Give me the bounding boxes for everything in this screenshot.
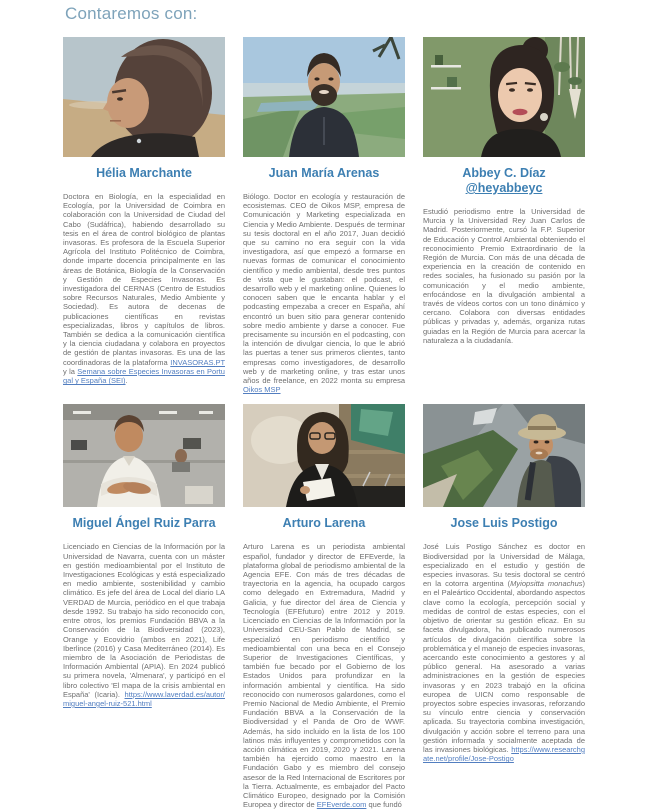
profile-card-helia-marchante (63, 37, 225, 394)
text-run: José Luis Postigo Sánchez es doctor en Biodiversidad por la Universidad de Málaga, especializado en el estudio y gestión de especies invasoras. Su tesis doctoral se centró en la cotorra argentina ( (423, 542, 585, 589)
newsroom-portrait-illustration (63, 404, 225, 507)
profile-name (63, 516, 225, 531)
text-link[interactable]: Oikos MSP (243, 385, 281, 395)
text-link[interactable]: INVASORAS.PT (170, 357, 225, 367)
text-link[interactable]: EFEverde.com (316, 800, 367, 809)
profile-name (423, 516, 585, 531)
text-link[interactable]: Semana sobre Especies Invasoras en Portugal y España (SEI) (63, 366, 225, 386)
text-run: Arturo Larena (282, 516, 366, 531)
profile-bio (63, 542, 225, 708)
text-link[interactable]: https://www.researchgate.net/profile/Jose-Postigo (423, 744, 585, 764)
profile-name (243, 166, 405, 181)
profile-name (423, 166, 585, 196)
profile-name (63, 166, 225, 181)
text-run: Licenciado en Ciencias de la Información por la Universidad de Navarra, cuenta con un máster en gestión medioambiental por el Instituto de Investigaciones Ecológicas y está especializado en medio ambiente, sostenibilidad y cambio climático. Es jefe del área de Local del diario LA VERDAD de Murcia, periódico en el que trabaja desde 1992. Su trabajo ha sido reconocido con, entre otros, los premios Fundación BBVA a la Conservación de la Biodiversidad (2023), Orange y Ecovidrio (ambos en 2021), Life Iberlince (2016) y Casa Mediterráneo (2014). Es miembro de la Asociación de Periodistas de Información Ambiental (APIA). En 2024 publicó su primera novela, 'Almenara', y participó en el libro colectivo 'El mapa de la crisis ambiental en España' (Icaria). (63, 542, 225, 699)
text-run: que fundó (366, 800, 402, 809)
abbey-c-diaz-photo (423, 37, 585, 157)
text-run: Jose Luis Postigo (450, 516, 558, 531)
mountain-valley-portrait-illustration (243, 37, 405, 157)
text-run: Abbey C. Díaz (462, 166, 546, 180)
profile-bio (423, 207, 585, 345)
helia-marchante-photo (63, 37, 225, 157)
profiles-grid (63, 37, 585, 809)
text-run: ) en el Paleártico Occidental, abordando aspectos clave como la ecología, percepción social y medidas de control de estas especies, con el objetivo de orientar su gestión eficaz. En su faceta divulgadora, ha publicado numerosos artículos de divulgación científica sobre la problemática y el manejo de especies invasoras, acercando este conocimiento a gestores y al público general. Ha asesorado a varias administraciones en la gestión de especies invasoras y en 2023 trabajó en la oficina europea de UICN como responsable de proyectos sobre especies invasoras, reforzando su vínculo entre ciencia y conservación aplicada. Su trayectoria combina investigación, divulgación y acción sobre el terreno para una gestión informada y socialmente aceptada de las invasiones biológicas. (423, 579, 585, 754)
miguel-angel-ruiz-parra-photo (63, 404, 225, 507)
arturo-larena-photo (243, 404, 405, 507)
profile-card-jose-luis-postigo (423, 404, 585, 809)
conference-portrait-illustration (243, 404, 405, 507)
profile-card-abbey-c-diaz (423, 37, 585, 394)
text-run: Arturo Larena es un periodista ambiental español, fundador y director de EFEverde, la plataforma global de periodismo ambiental de la Agencia EFE. Con más de tres décadas de trayectoria en la agencia, ha ocupado cargos como delegado en Extremadura, Madrid y Galicia, y fue director del área de Ciencia y Tecnología (EFEfuturo) entre 2012 y 2019. Licenciado en Ciencias de la Información por la Universidad CEU-San Pablo de Madrid, se especializó en periodismo científico y medioambiental con una beca en el Consejo Superior de Investigaciones Científicas, y también fue becado por el Gobierno de los Estados Unidos para profundizar en la información ambiental y científica. Ha sido reconocido con numerosos galardones, como el Premio Nacional de Medio Ambiente, el Premio Fundación BBVA a la Conservación de la Biodiversidad y el Panda de Oro de WWF. Además, ha sido incluido en la lista de los 100 latinos más influyentes y comprometidos con la acción climática en 2019, 2020 y 2021. Larena también ha ejercido como maestro en la Fundación Gabo y es miembro del consejo asesor de la Red Internacional de Escritores por la Tierra. Actualmente, es embajador del Pacto Climático Europeo, designado por la Comisión Europea y director de (243, 542, 405, 809)
text-run: y la (63, 366, 78, 376)
hiking-portrait-illustration (423, 404, 585, 507)
juan-maria-arenas-photo (243, 37, 405, 157)
text-run: Biólogo. Doctor en ecología y restauración de ecosistemas. CEO de Oikos MSP, empresa de Comunicación y Marketing especializada en Ciencia y Medio Ambiente. Después de terminar su tesis doctoral en el año 2017, Juan decidió que su camino no era seguir con la vida investigadora, así que empezó a formarse en nuevas formas de comunicar el conocimiento científico y medio ambiental, desde tres puntos de vista que le gustaban: el podcast, el desarrollo web y el marketing online. Quienes lo conocen saben que le encanta hablar y el podcasting empezaba a crecer en España, ahí encontró un buen sitio para generar contenido sobre medio ambiente y darse a conocer. Fue precisamente su incursión en el podcasting, con la intención de divulgar ciencia, lo que le abrió las puertas a tener sus primeros clientes, tanto empresas como investigadores, de desarrollo web y de marketing online, y tras estar unos años de freelance, en 2022 monta su empresa (243, 192, 405, 386)
beach-portrait-illustration (63, 37, 225, 157)
profile-bio (243, 192, 405, 394)
profile-name (243, 516, 405, 531)
text-run: Miguel Ángel Ruiz Parra (72, 516, 216, 531)
profile-card-miguel-angel-ruiz-parra (63, 404, 225, 809)
text-run: Myiopsitta monachus (510, 579, 583, 589)
profile-card-arturo-larena (243, 404, 405, 809)
text-run: Juan María Arenas (268, 166, 380, 180)
page-title: Contaremos con: (65, 4, 198, 23)
text-link[interactable]: @heyabbeyc (465, 181, 543, 195)
profile-bio (423, 542, 585, 763)
profile-card-juan-maria-arenas (243, 37, 405, 394)
profile-bio (63, 192, 225, 385)
profile-bio (243, 542, 405, 809)
text-run: Hélia Marchante (96, 166, 192, 180)
green-wall-portrait-illustration (423, 37, 585, 157)
text-run: . (125, 376, 128, 386)
text-run: Doctora en Biología, en la especialidad en Ecología, por la Universidad de Coimbra en colaboración con la Universidad de Ciudad del Cabo (Sudáfrica), habiendo desarrollado su tesis en el área de control biológico de plantas invasoras. Es profesora de la Escuela Superior Agrícola del Instituto Politécnico de Coimbra, donde imparte docencia principalmente en las áreas de Botánica, Biología de la Conservación y Gestión de Especies Invasoras. Es investigadora del CERNAS (Centro de Estudios sobre Recursos Naturales, Medio Ambiente y Sociedad). Es autora de decenas de publicaciones científicas en revistas especializadas, libros y capítulos de libros. También se dedica a la comunicación científica y la ciencia ciudadana y colabora en proyectos de gestión de plantas invasoras. Es una de las coordinadoras de la plataforma (63, 192, 225, 367)
text-link[interactable]: https://www.laverdad.es/autor/miguel-angel-ruiz-521.html (63, 689, 225, 708)
text-run: Estudió periodismo entre la Universidad de Murcia y la Universidad Rey Juan Carlos de Madrid. Posteriormente, cursó la F.P. Superior de Educación y Control Ambiental obteniendo el reconocimiento Premio Extraordinario de la Región de Murcia. Con más de una década de experiencia en la creación de contenido en redes sociales, ha fusionado su pasión por la comunicación y el medio ambiente, enfocándose en la divulgación ambiental a través de vídeos cortos con un tono dinámico y cercano. Colabora con diversas entidades públicas y privadas y, además, organiza rutas guiadas en la Región de Murcia para acercar la naturaleza a la ciudadanía. (423, 207, 585, 345)
jose-luis-postigo-photo (423, 404, 585, 507)
